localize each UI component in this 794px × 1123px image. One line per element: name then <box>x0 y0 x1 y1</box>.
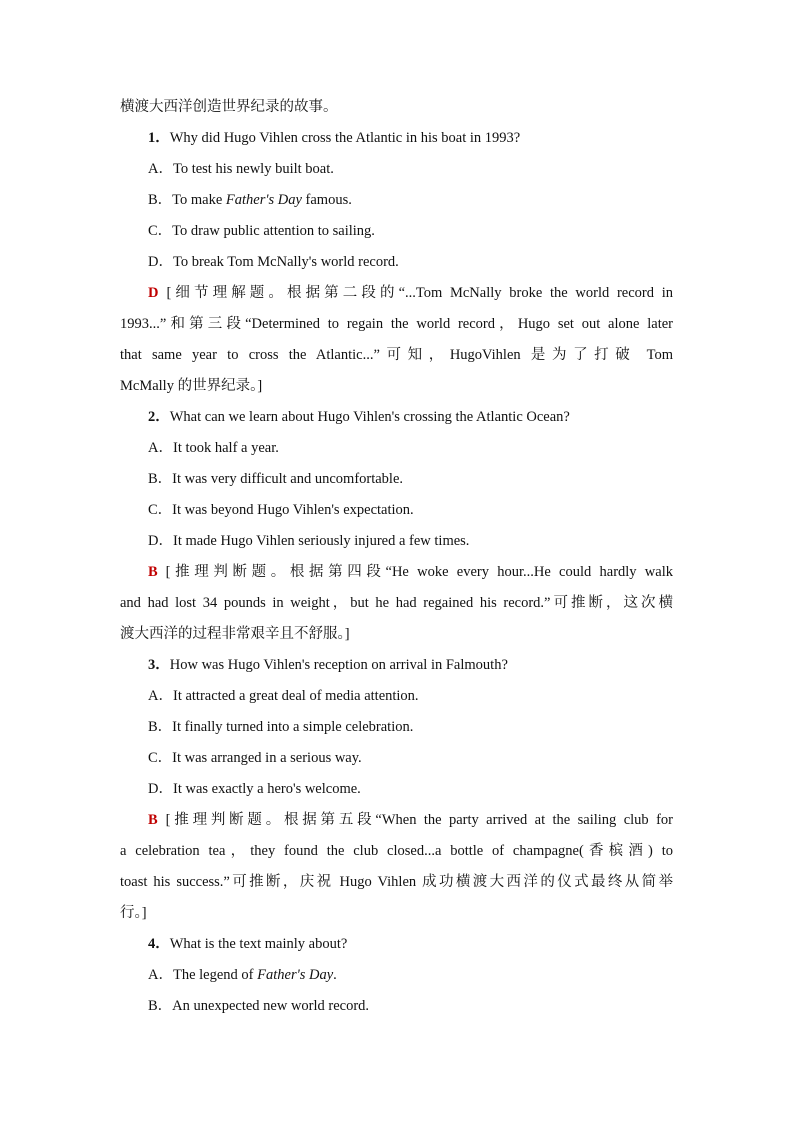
option-letter: A． <box>148 688 173 704</box>
option-italic-title: Father's Day <box>257 967 334 983</box>
option-text: It took half a year. <box>172 440 279 456</box>
question-text: Why did Hugo Vihlen cross the Atlantic in his boat in 1993? <box>169 130 521 146</box>
document-page <box>120 92 673 1022</box>
option-letter: A． <box>148 161 173 177</box>
option-text: To break Tom McNally's world record. <box>172 254 399 270</box>
explanation-text: [推理判断题。根据第五段“When the party arrived at the sailing club for <box>165 812 673 828</box>
option-text: The legend of <box>172 967 258 983</box>
option-letter: B． <box>148 719 173 735</box>
explanation-text: [细节理解题。根据第二段的“...Tom McNally broke the world record in <box>166 285 673 301</box>
question-1-stem <box>120 123 673 154</box>
question-3-option-a <box>120 681 673 712</box>
option-text: It was arranged in a serious way. <box>172 750 362 766</box>
option-text: To make <box>172 192 226 208</box>
question-1-option-d <box>120 247 673 278</box>
question-text: How was Hugo Vihlen's reception on arrival in Falmouth? <box>169 657 508 673</box>
option-letter: D． <box>148 533 173 549</box>
question-2-option-a <box>120 433 673 464</box>
option-text-end: famous. <box>301 192 352 208</box>
option-text: An unexpected new world record. <box>172 998 370 1014</box>
option-letter: D． <box>148 254 173 270</box>
option-italic-title: Father's Day <box>225 192 302 208</box>
question-2-explanation-line-1 <box>120 557 673 588</box>
option-text: It was exactly a hero's welcome. <box>172 781 361 797</box>
option-letter: A． <box>148 967 173 983</box>
answer-key: B <box>148 564 158 580</box>
question-1-explanation-line-2: 1993...”和第三段“Determined to regain the world record，Hugo set out alone later <box>120 316 673 332</box>
question-text: What can we learn about Hugo Vihlen's crossing the Atlantic Ocean? <box>169 409 570 425</box>
option-letter: D． <box>148 781 173 797</box>
option-letter: B． <box>148 998 173 1014</box>
question-2-explanation-line-2: and had lost 34 pounds in weight，but he had regained his record.”可推断，这次横 <box>120 595 673 611</box>
question-3-explanation-line-1 <box>120 805 673 836</box>
question-2-explanation-line-3: 渡大西洋的过程非常艰辛且不舒服。] <box>120 626 350 642</box>
question-1-explanation-line-4: McMally 的世界纪录。] <box>120 378 263 394</box>
question-number: 4． <box>148 936 170 952</box>
option-text: It was beyond Hugo Vihlen's expectation. <box>172 502 414 518</box>
question-4-stem <box>120 929 673 960</box>
option-letter: C． <box>148 223 173 239</box>
option-letter: C． <box>148 750 173 766</box>
option-text: It was very difficult and uncomfortable. <box>172 471 404 487</box>
question-2-option-b <box>120 464 673 495</box>
answer-key: B <box>148 812 158 828</box>
question-3-option-c <box>120 743 673 774</box>
question-1-option-a <box>120 154 673 185</box>
question-1-explanation-line-3: that same year to cross the Atlantic...”可知，HugoVihlen 是为了打破 Tom <box>120 347 673 363</box>
option-text: It made Hugo Vihlen seriously injured a few times. <box>172 533 470 549</box>
question-1-explanation-line-1 <box>120 278 673 309</box>
option-text: It attracted a great deal of media attention. <box>172 688 419 704</box>
answer-key: D <box>148 285 159 301</box>
option-letter: A． <box>148 440 173 456</box>
question-2-stem <box>120 402 673 433</box>
question-number: 3． <box>148 657 170 673</box>
option-text: To test his newly built boat. <box>172 161 334 177</box>
intro-tail: 横渡大西洋创造世界纪录的故事。 <box>120 99 338 115</box>
question-3-explanation-line-4: 行。] <box>120 905 147 921</box>
option-text-end: . <box>333 967 337 983</box>
question-3-explanation-line-2: a celebration tea，they found the club closed...a bottle of champagne(香槟酒) to <box>120 843 673 859</box>
question-2-option-c <box>120 495 673 526</box>
option-letter: B． <box>148 471 173 487</box>
question-number: 1． <box>148 130 170 146</box>
question-3-explanation-line-3: toast his success.”可推断，庆祝 Hugo Vihlen 成功横渡大西洋的仪式最终从简举 <box>120 874 673 890</box>
option-text: It finally turned into a simple celebration. <box>172 719 414 735</box>
question-3-option-d <box>120 774 673 805</box>
option-text: To draw public attention to sailing. <box>172 223 375 239</box>
option-letter: B． <box>148 192 173 208</box>
question-1-option-c <box>120 216 673 247</box>
question-4-option-a <box>120 960 673 991</box>
question-3-option-b <box>120 712 673 743</box>
question-1-option-b <box>120 185 673 216</box>
question-text: What is the text mainly about? <box>169 936 348 952</box>
explanation-text: [推理判断题。根据第四段“He woke every hour...He could hardly walk <box>165 564 673 580</box>
question-4-option-b <box>120 991 673 1022</box>
question-2-option-d <box>120 526 673 557</box>
question-3-stem <box>120 650 673 681</box>
question-number: 2． <box>148 409 170 425</box>
option-letter: C． <box>148 502 173 518</box>
